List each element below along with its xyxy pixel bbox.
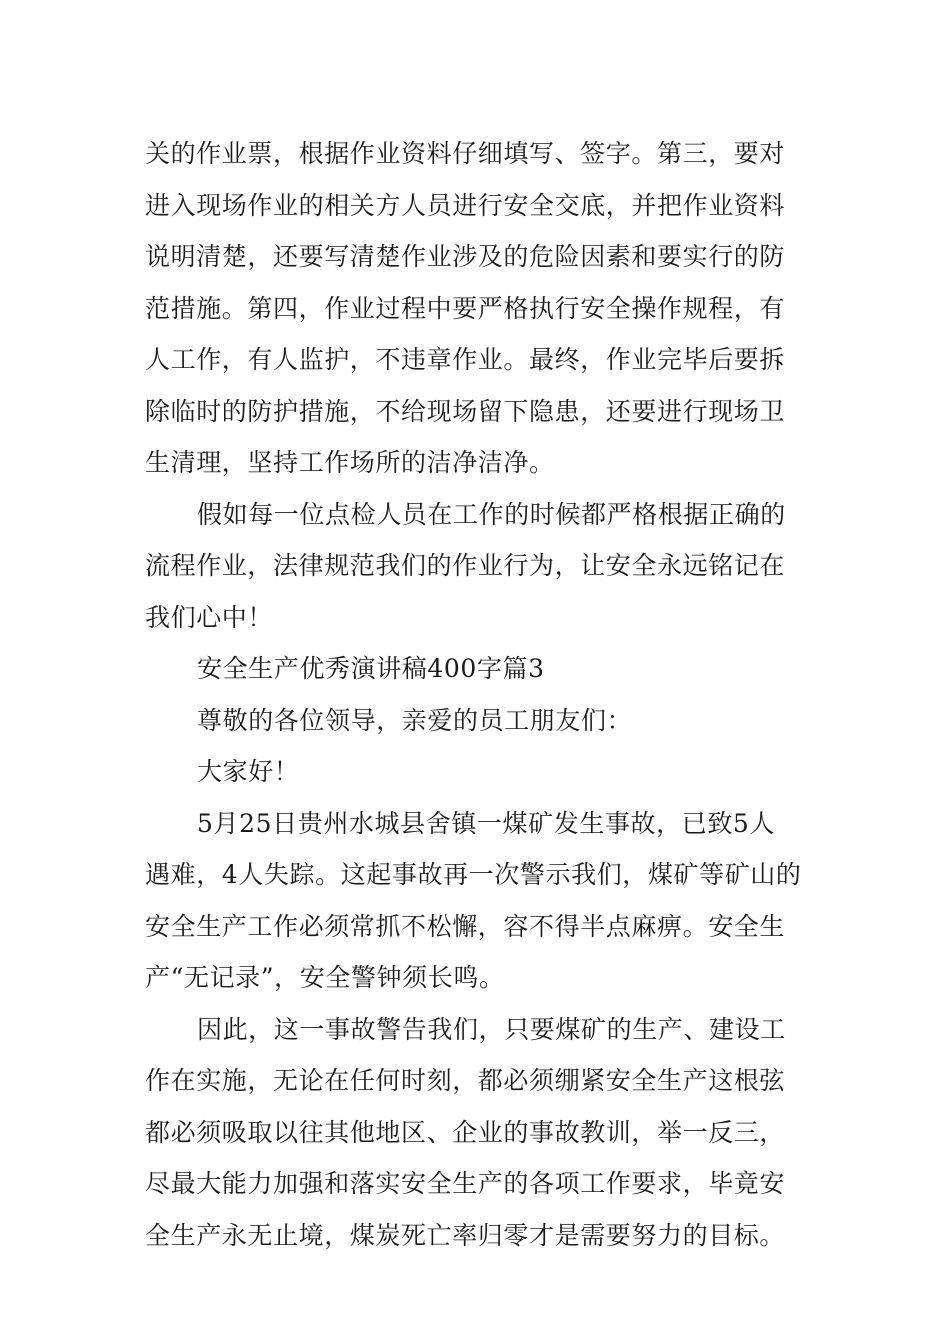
greeting [145,746,807,798]
text-line: 全生产永无止境，煤炭死亡率归零才是需要努力的目标。 [145,1220,786,1250]
text-line: 范措施。第四，作业过程中要严格执行安全操作规程，有 [145,293,786,323]
section-title: 安全生产优秀演讲稿400字篇3 [197,654,545,683]
salutation [145,695,807,747]
paragraph-2 [145,489,807,644]
text-line: 尽最大能力加强和落实安全生产的各项工作要求，毕竟安 [145,1169,786,1198]
text-line: 进入现场作业的相关方人员进行安全交底，并把作业资料 [145,190,786,220]
text-line: 作在实施，无论在任何时刻，都必须绷紧安全生产这根弦 [145,1066,786,1095]
text-line: 因此，这一事故警告我们，只要煤矿的生产、建设工 [197,1014,786,1044]
text-line: 说明清楚，还要写清楚作业涉及的危险因素和要实行的防 [145,242,786,271]
text-line: 产“无记录”，安全警钟须长鸣。 [145,963,505,992]
text-line: 人工作，有人监护，不违章作业。最终，作业完毕后要拆 [145,345,786,374]
text-line: 安全生产工作必须常抓不松懈，容不得半点麻痹。安全生 [145,911,786,941]
text-line: 关的作业票，根据作业资料仔细填写、签字。第三，要对 [145,139,786,168]
text-line: 都必须吸取以往其他地区、企业的事故教训，举一反三， [145,1117,786,1147]
text-line: 生清理，坚持工作场所的洁净洁净。 [145,448,555,477]
text-line: 大家好！ [197,757,300,786]
paragraph-6 [145,798,807,1004]
text-line: 尊敬的各位领导，亲爱的员工朋友们： [197,705,633,735]
text-line: 假如每一位点检人员在工作的时候都严格根据正确的 [197,499,786,529]
text-line: 遇难，4人失踪。这起事故再一次警示我们，煤矿等矿山的 [145,860,802,889]
text-line: 5月25日贵州水城县舍镇一煤矿发生事故，已致5人 [197,808,776,838]
paragraph-7 [145,1004,807,1262]
text-line: 流程作业，法律规范我们的作业行为，让安全永远铭记在 [145,551,786,580]
document-body [145,128,807,1261]
text-line: 除临时的防护措施，不给现场留下隐患，还要进行现场卫 [145,396,786,426]
text-line: 我们心中！ [145,602,274,632]
section-heading [145,643,807,695]
paragraph-1 [145,128,807,489]
